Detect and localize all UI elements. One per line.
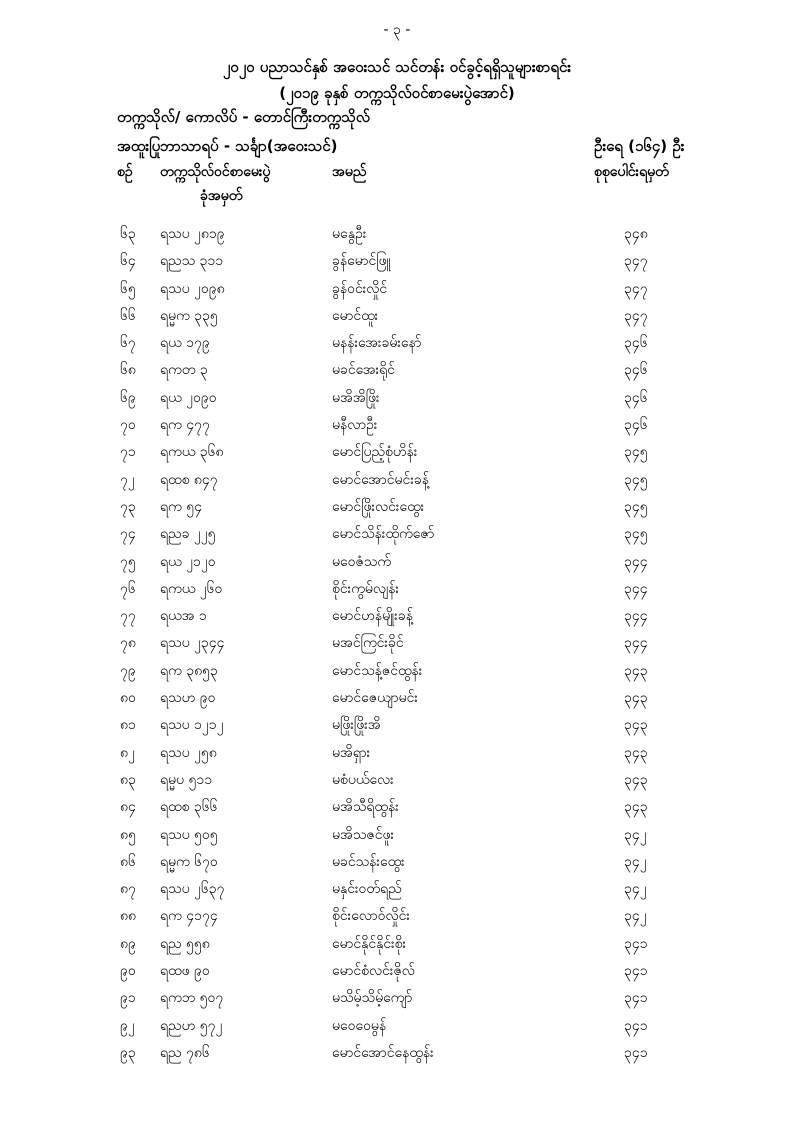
row-roll-number: ရသပ ၅၀၅ [160, 826, 218, 843]
row-name: မနှင်းဝတ်ရည် [332, 881, 402, 898]
table-row [0, 442, 794, 469]
row-marks: ၃၄၅ [624, 526, 648, 543]
table-row [0, 470, 794, 497]
row-marks: ၃၄၆ [624, 362, 648, 379]
row-roll-number: ရသပ ၂၅၈ [160, 744, 217, 761]
row-name: မခင်အေးရိုင် [332, 362, 395, 379]
table-row [0, 1016, 794, 1043]
row-number: ၇၇ [120, 608, 136, 625]
row-name: မနီလာဦး [332, 417, 378, 434]
subject-line: အထူးပြုဘာသာရပ် - သင်္ချာ(အဝေးသင်) [117, 137, 338, 155]
row-roll-number: ရက ၃၈၅၃ [160, 662, 218, 679]
row-number: ၇၃ [120, 498, 136, 515]
row-marks: ၃၄၆ [624, 389, 648, 406]
row-marks: ၃၄၅ [624, 444, 648, 461]
row-number: ၇၄ [120, 526, 136, 543]
table-row [0, 524, 794, 551]
row-name: မောင်အောင်နေထွန်း [332, 1044, 434, 1061]
row-name: မအိသဇင်ဖူး [332, 826, 395, 843]
table-row [0, 579, 794, 606]
row-number: ၈၅ [120, 826, 136, 843]
row-roll-number: ရယ ၂၀၉၀ [160, 389, 217, 406]
row-roll-number: ရက ၄၇၇ [160, 417, 210, 434]
row-name: မအိသီရိထွန်း [332, 799, 399, 816]
row-name: စိုင်းကွမ်လျန်း [332, 580, 400, 597]
row-marks: ၃၄၄ [624, 608, 648, 625]
row-roll-number: ရည ၅၅၈ [160, 935, 210, 952]
row-marks: ၃၄၁ [624, 963, 648, 980]
row-marks: ၃၄၅ [624, 471, 648, 488]
table-row [0, 825, 794, 852]
row-roll-number: ရယ ၁၇၉ [160, 335, 210, 352]
row-roll-number: ရကယ ၃၆၈ [160, 444, 224, 461]
row-roll-number: ရမ္မပ ၅၁၁ [160, 771, 213, 788]
row-marks: ၃၄၆ [624, 335, 648, 352]
row-marks: ၃၄၁ [624, 1017, 648, 1034]
row-number: ၈၄ [120, 799, 136, 816]
table-row [0, 606, 794, 633]
row-roll-number: ရကဘ ၅၀၇ [160, 990, 224, 1007]
row-marks: ၃၄၁ [624, 990, 648, 1007]
row-roll-number: ရသပ ၂၈၁၉ [160, 226, 225, 242]
row-name: မအိအိဖြိုး [332, 389, 380, 406]
row-name: မောင်ပြည့်စုံဟိန်း [332, 444, 418, 461]
table-row [0, 688, 794, 715]
row-roll-number: ရသဟ ၉၀ [160, 690, 216, 707]
table-row [0, 961, 794, 988]
row-marks: ၃၄၃ [624, 690, 648, 707]
table-row [0, 879, 794, 906]
table-row [0, 661, 794, 688]
row-roll-number: ရထစ ၈၄၇ [160, 471, 218, 488]
row-number: ၇၉ [120, 662, 136, 679]
header-marks: စုစုပေါင်းရမှတ် [594, 164, 669, 180]
row-marks: ၃၄၆ [624, 417, 648, 434]
row-number: ၆၉ [120, 389, 136, 406]
document-title: ၂၀၂၀ ပညာသင်နှစ် အဝေးသင် သင်တန်း ဝင်ခွင့်ရရှိသူများစာရင်း [222, 58, 572, 76]
row-number: ၈၆ [120, 853, 136, 870]
table-row [0, 633, 794, 660]
row-marks: ၃၄၃ [624, 662, 648, 679]
table-row [0, 934, 794, 961]
table-row [0, 906, 794, 933]
table-row [0, 1043, 794, 1070]
row-number: ၆၅ [120, 280, 136, 297]
table-row [0, 988, 794, 1015]
row-number: ၇၅ [120, 553, 136, 570]
header-name: အမည် [332, 164, 367, 180]
row-marks: ၃၄၇ [624, 253, 648, 270]
row-number: ၇၁ [120, 444, 136, 461]
row-marks: ၃၄၂ [624, 853, 647, 870]
row-name: မအင်ကြင်းခိုင် [332, 635, 404, 652]
row-marks: ၃၄၅ [624, 498, 648, 515]
row-number: ၇၈ [120, 635, 136, 652]
row-name: မသိမ့်သိမ့်ကျော် [332, 990, 413, 1007]
row-marks: ၃၄၂ [624, 908, 647, 925]
row-name: မောင်အောင်မင်းခန့် [332, 471, 429, 488]
row-name: မဝေဇံသက် [332, 553, 392, 570]
row-name: မောင်သန့်ဇင်ထွန်း [332, 662, 423, 679]
row-number: ၈၁ [120, 717, 136, 734]
row-roll-number: ရသပ ၂၆၃၇ [160, 881, 225, 898]
row-roll-number: ရကယ ၂၆၀ [160, 580, 223, 597]
table-row [0, 497, 794, 524]
row-roll-number: ရက ၅၄ [160, 498, 202, 515]
row-name: မောင်ထူး [332, 307, 379, 324]
row-number: ၈၂ [120, 744, 135, 761]
row-roll-number: ရမ္မက ၃၃၅ [160, 307, 218, 324]
page-number: - ၃ - [383, 22, 411, 38]
row-name: မခင်သန်းထွေး [332, 853, 405, 870]
row-name: မောင်ဖြိုးလင်းထွေး [332, 498, 425, 515]
row-marks: ၃၄၃ [624, 744, 648, 761]
header-roll-number: တက္ကသိုလ်ဝင်စာမေးပွဲ [160, 164, 271, 180]
row-roll-number: ရယ ၂၁၂၀ [160, 553, 216, 570]
row-marks: ၃၄၃ [624, 717, 648, 734]
table-row [0, 852, 794, 879]
row-number: ၆၈ [120, 362, 136, 379]
row-marks: ၃၄၄ [624, 635, 648, 652]
row-marks: ၃၄၄ [624, 553, 648, 570]
row-roll-number: ရည ၇၈၆ [160, 1044, 210, 1061]
row-number: ၉၃ [120, 1044, 136, 1061]
header-no: စဉ် [117, 164, 133, 180]
row-name: မောင်ဟန်မျိုးခန့် [332, 608, 413, 625]
row-name: မနွေဦး [332, 226, 367, 242]
row-name: မနန်းအေးခမ်းနော် [332, 335, 422, 352]
table-row [0, 306, 794, 333]
row-name: စိုင်းလောဝ်လှိုင်း [332, 908, 410, 925]
row-marks: ၃၄၃ [624, 771, 648, 788]
row-number: ၇၆ [120, 580, 136, 597]
row-number: ၉၂ [120, 1017, 135, 1034]
row-marks: ၃၄၇ [624, 307, 648, 324]
row-roll-number: ရသပ ၂၃၄၄ [160, 635, 225, 652]
row-roll-number: ရသပ ၂၀၉၈ [160, 280, 225, 297]
row-number: ၈၃ [120, 771, 136, 788]
row-number: ၈၇ [120, 881, 136, 898]
row-name: မဝေဝေမွန် [332, 1017, 387, 1034]
row-roll-number: ရညဟ ၅၇၂ [160, 1017, 223, 1034]
row-roll-number: ရညခ ၂၂၅ [160, 526, 216, 543]
row-number: ၇၂ [120, 471, 135, 488]
row-marks: ၃၄၂ [624, 881, 647, 898]
row-roll-number: ရထဖ ၉၀ [160, 963, 210, 980]
row-roll-number: ရမ္မက ၆၇၀ [160, 853, 218, 870]
table-row [0, 251, 794, 278]
row-name: မစံပယ်လေး [332, 771, 394, 788]
row-roll-number: ရညသ ၃၁၁ [160, 253, 224, 270]
row-name: မဖြိုးဖြိုးအိ [332, 717, 381, 734]
header-roll-number-line2: ခုံအမှတ် [200, 188, 243, 204]
row-name: ခွန်ဝင်းလှိုင် [332, 280, 388, 297]
table-row [0, 388, 794, 415]
row-number: ၉၁ [120, 990, 136, 1007]
row-marks: ၃၄၃ [624, 799, 648, 816]
table-row [0, 415, 794, 442]
table-row [0, 797, 794, 824]
row-marks: ၃၄၈ [624, 226, 648, 242]
results-table [0, 224, 794, 1070]
table-row [0, 333, 794, 360]
document-subtitle: (၂၀၁၉ ခုနှစ် တက္ကသိုလ်ဝင်စာမေးပွဲအောင်) [279, 84, 515, 102]
total-count: ဦးရေ (၁၆၄) ဦး [594, 137, 685, 155]
row-marks: ၃၄၁ [624, 1044, 648, 1061]
table-row [0, 360, 794, 387]
table-row [0, 279, 794, 306]
row-number: ၆၆ [120, 307, 136, 324]
row-marks: ၃၄၂ [624, 826, 647, 843]
row-number: ၆၄ [120, 253, 136, 270]
row-name: မောင်နိုင်နိုင်းစိုး [332, 935, 407, 952]
row-number: ၆၃ [120, 226, 136, 242]
row-number: ၈၀ [120, 690, 136, 707]
table-row [0, 552, 794, 579]
row-number: ၈၈ [120, 908, 136, 925]
row-number: ၈၉ [120, 935, 136, 952]
row-name: မောင်စံလင်းဇိုလ် [332, 963, 415, 980]
row-name: မအိရှား [332, 744, 371, 761]
row-roll-number: ရယအ ၁ [160, 608, 207, 625]
row-name: မောင်ဇေယျာမင်း [332, 690, 418, 707]
row-marks: ၃၄၇ [624, 280, 648, 297]
row-roll-number: ရကတ ၃ [160, 362, 208, 379]
table-row [0, 743, 794, 770]
university-line: တက္ကသိုလ်/ ကောလိပ် - တောင်ကြီးတက္ကသိုလ် [117, 108, 370, 126]
table-row [0, 770, 794, 797]
row-number: ၆၇ [120, 335, 136, 352]
row-number: ၇၀ [120, 417, 136, 434]
table-row [0, 224, 794, 251]
row-roll-number: ရသပ ၁၂၁၂ [160, 717, 224, 734]
row-marks: ၃၄၁ [624, 935, 648, 952]
row-name: ခွန်မောင်ဖြူ [332, 253, 391, 270]
row-marks: ၃၄၄ [624, 580, 648, 597]
row-number: ၉၀ [120, 963, 136, 980]
row-roll-number: ရက ၄၁၇၄ [160, 908, 218, 925]
table-row [0, 715, 794, 742]
row-name: မောင်သိန်းထိုက်ဇော် [332, 526, 435, 543]
row-roll-number: ရထစ ၃၆၆ [160, 799, 218, 816]
